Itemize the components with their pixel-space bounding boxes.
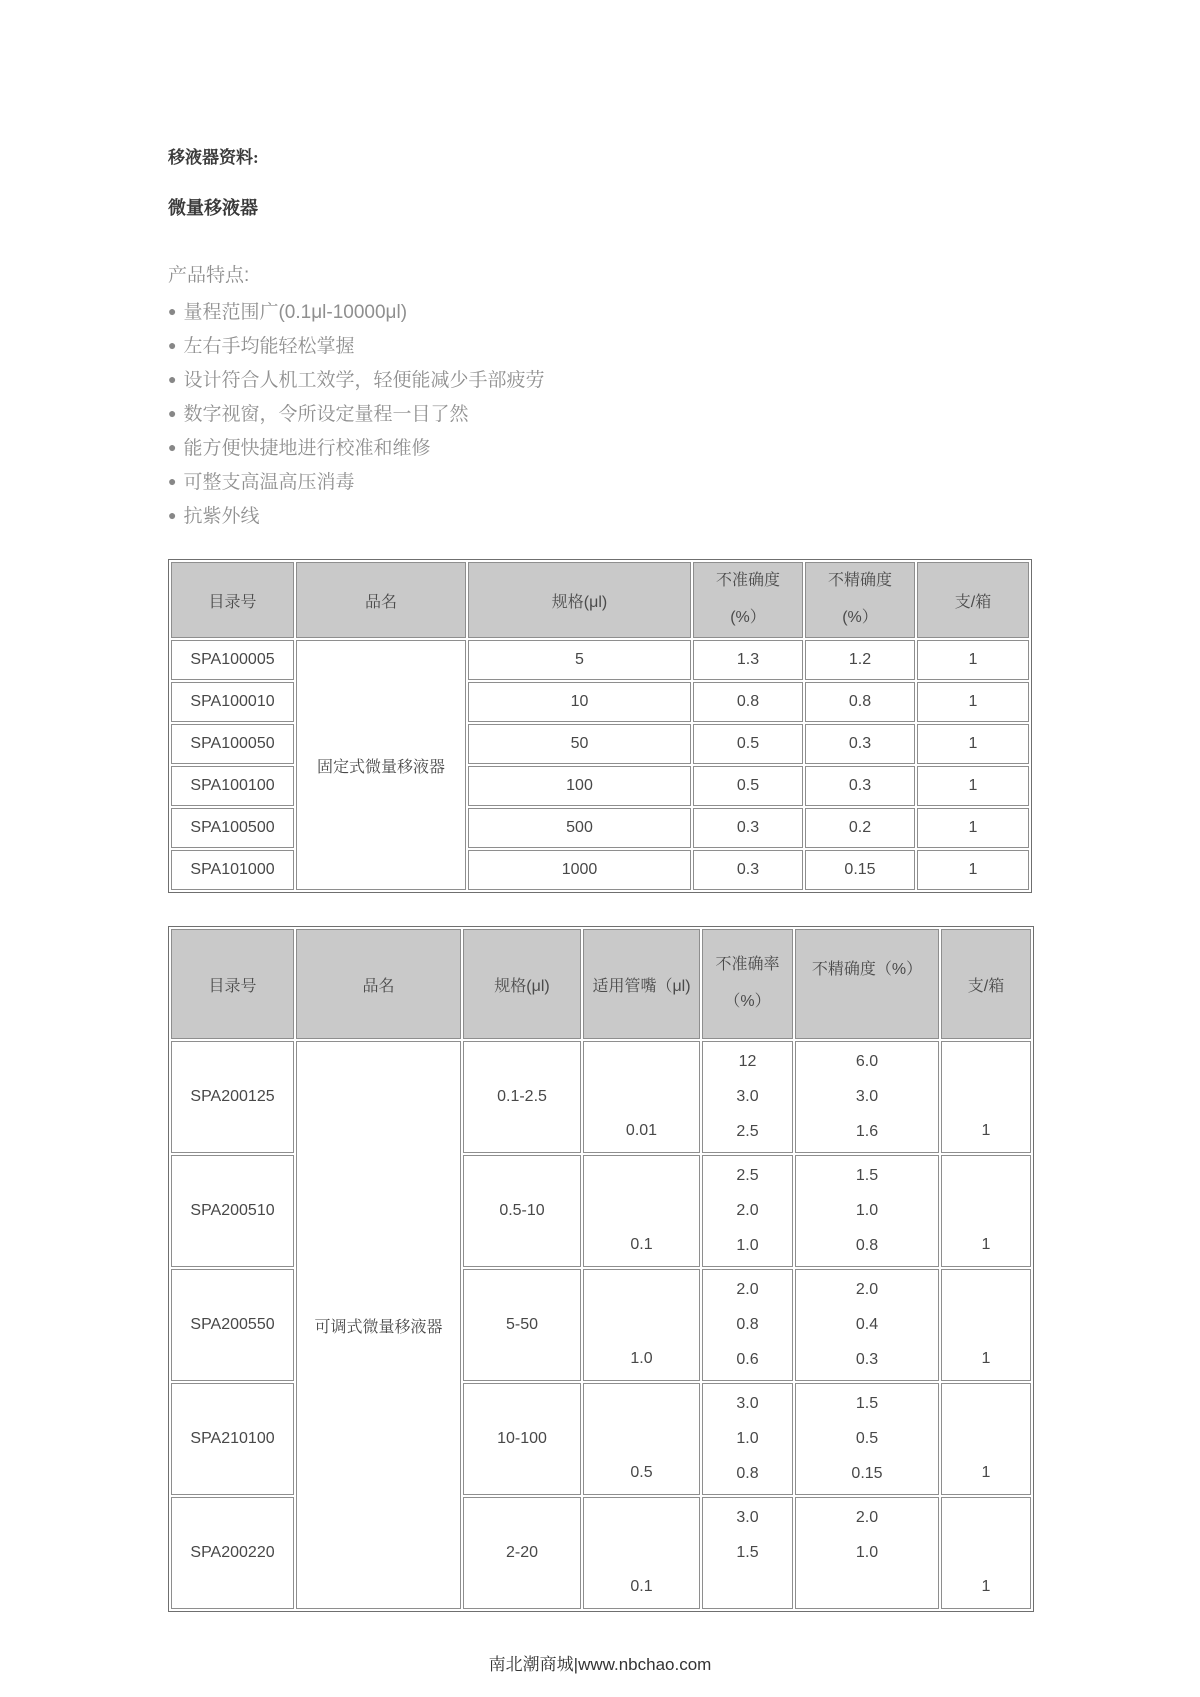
imprecision-value: 1.0 bbox=[855, 1201, 879, 1219]
header-per-box: 支/箱 bbox=[941, 929, 1031, 1039]
catalog-cell: SPA200550 bbox=[171, 1269, 294, 1381]
inaccuracy-value: 12 bbox=[738, 1053, 757, 1071]
feature-text: 左右手均能轻松掌握 bbox=[183, 336, 355, 357]
tip-value: 1.0 bbox=[630, 1350, 653, 1367]
bullet-icon: ● bbox=[168, 371, 177, 387]
per-box-cell bbox=[941, 1383, 1031, 1495]
imprecision-cell bbox=[795, 1041, 939, 1153]
imprecision-value: 1.5 bbox=[855, 1395, 879, 1413]
feature-item bbox=[168, 295, 1200, 329]
catalog-cell: SPA210100 bbox=[171, 1383, 294, 1495]
product-name-cell: 固定式微量移液器 bbox=[296, 640, 466, 890]
feature-item bbox=[168, 499, 1200, 533]
inaccuracy-value: 2.5 bbox=[736, 1122, 759, 1140]
imprecision-value: 0.3 bbox=[855, 1350, 879, 1368]
spec-cell: 1000 bbox=[468, 850, 691, 890]
imprecision-cell bbox=[795, 1269, 939, 1381]
per-box-cell bbox=[941, 1041, 1031, 1153]
imprecision-cell bbox=[795, 1155, 939, 1267]
header-spec: 规格(μl) bbox=[463, 929, 581, 1039]
inaccuracy-value: 3.0 bbox=[736, 1509, 759, 1527]
per-box-value: 1 bbox=[981, 1464, 991, 1481]
imprecision-value: 0.5 bbox=[855, 1429, 879, 1447]
header-tip: 适用管嘴（μl) bbox=[583, 929, 700, 1039]
bullet-icon: ● bbox=[168, 337, 177, 353]
inaccuracy-value: 2.5 bbox=[736, 1167, 759, 1185]
per-box-cell: 1 bbox=[917, 682, 1029, 722]
imprecision-cell: 0.2 bbox=[805, 808, 915, 848]
inaccuracy-cell: 0.5 bbox=[693, 766, 803, 806]
per-box-cell: 1 bbox=[917, 808, 1029, 848]
per-box-cell bbox=[941, 1497, 1031, 1609]
header-name: 品名 bbox=[296, 562, 466, 638]
doc-title: 移液器资料: bbox=[168, 148, 259, 167]
table-header-row bbox=[171, 562, 1029, 638]
per-box-cell: 1 bbox=[917, 766, 1029, 806]
imprecision-value: 0.4 bbox=[855, 1315, 879, 1333]
bullet-icon: ● bbox=[168, 473, 177, 489]
page-footer: 南北潮商城|www.nbchao.com bbox=[488, 1655, 712, 1674]
header-inaccuracy-line1: 不准确率 bbox=[715, 956, 780, 974]
catalog-cell: SPA100010 bbox=[171, 682, 294, 722]
inaccuracy-value: 2.0 bbox=[736, 1201, 759, 1219]
spec-cell: 0.1-2.5 bbox=[463, 1041, 581, 1153]
per-box-value: 1 bbox=[981, 1236, 991, 1253]
tip-cell bbox=[583, 1041, 700, 1153]
catalog-cell: SPA200220 bbox=[171, 1497, 294, 1609]
header-imprecision-line2: (%） bbox=[842, 609, 878, 626]
inaccuracy-cell: 0.5 bbox=[693, 724, 803, 764]
inaccuracy-value: 1.5 bbox=[736, 1543, 759, 1561]
imprecision-value: 2.0 bbox=[855, 1281, 879, 1299]
header-per-box: 支/箱 bbox=[917, 562, 1029, 638]
product-name-cell: 可调式微量移液器 bbox=[296, 1041, 461, 1609]
per-box-cell: 1 bbox=[917, 640, 1029, 680]
inaccuracy-cell bbox=[702, 1497, 793, 1609]
inaccuracy-cell bbox=[702, 1383, 793, 1495]
header-inaccuracy-line2: （%） bbox=[724, 993, 771, 1010]
table-header-row bbox=[171, 929, 1031, 1039]
spec-cell: 10-100 bbox=[463, 1383, 581, 1495]
features-heading: 产品特点: bbox=[168, 265, 250, 286]
inaccuracy-value: 0.8 bbox=[736, 1315, 759, 1333]
bullet-icon: ● bbox=[168, 507, 177, 523]
header-imprecision bbox=[805, 562, 915, 638]
inaccuracy-cell bbox=[702, 1269, 793, 1381]
catalog-cell: SPA100500 bbox=[171, 808, 294, 848]
tip-value: 0.1 bbox=[630, 1578, 653, 1595]
header-inaccuracy-line2: (%） bbox=[730, 609, 766, 626]
inaccuracy-value: 3.0 bbox=[736, 1087, 759, 1105]
feature-item bbox=[168, 329, 1200, 363]
spec-cell: 5-50 bbox=[463, 1269, 581, 1381]
per-box-cell: 1 bbox=[917, 850, 1029, 890]
imprecision-cell: 0.3 bbox=[805, 724, 915, 764]
header-imprecision: 不精确度（%） bbox=[795, 929, 939, 1039]
feature-text: 数字视窗，令所设定量程一目了然 bbox=[183, 404, 469, 425]
feature-text: 量程范围广(0.1μl-10000μl) bbox=[183, 302, 408, 323]
per-box-cell bbox=[941, 1155, 1031, 1267]
imprecision-cell: 1.2 bbox=[805, 640, 915, 680]
fixed-pipette-table bbox=[168, 559, 1032, 893]
spec-cell: 500 bbox=[468, 808, 691, 848]
spec-cell: 10 bbox=[468, 682, 691, 722]
imprecision-value: 0.8 bbox=[855, 1236, 879, 1254]
per-box-cell: 1 bbox=[917, 724, 1029, 764]
feature-text: 设计符合人机工效学，轻便能减少手部疲劳 bbox=[183, 370, 545, 391]
imprecision-value: 1.5 bbox=[855, 1167, 879, 1185]
catalog-cell: SPA100100 bbox=[171, 766, 294, 806]
inaccuracy-cell bbox=[702, 1155, 793, 1267]
imprecision-value: 1.0 bbox=[855, 1543, 879, 1561]
spec-cell: 100 bbox=[468, 766, 691, 806]
adjustable-pipette-table bbox=[168, 926, 1034, 1612]
imprecision-value: 1.6 bbox=[855, 1122, 879, 1140]
catalog-cell: SPA200125 bbox=[171, 1041, 294, 1153]
header-imprecision-line1: 不精确度 bbox=[827, 572, 892, 590]
feature-text: 可整支高温高压消毒 bbox=[183, 472, 355, 493]
feature-text: 能方便快捷地进行校准和维修 bbox=[183, 438, 431, 459]
per-box-cell bbox=[941, 1269, 1031, 1381]
feature-item bbox=[168, 363, 1200, 397]
catalog-cell: SPA101000 bbox=[171, 850, 294, 890]
inaccuracy-cell: 0.8 bbox=[693, 682, 803, 722]
inaccuracy-cell bbox=[702, 1041, 793, 1153]
tip-cell bbox=[583, 1269, 700, 1381]
bullet-icon: ● bbox=[168, 439, 177, 455]
header-catalog: 目录号 bbox=[171, 929, 294, 1039]
bullet-icon: ● bbox=[168, 303, 177, 319]
feature-item bbox=[168, 431, 1200, 465]
per-box-value: 1 bbox=[981, 1350, 991, 1367]
tip-value: 0.01 bbox=[625, 1122, 658, 1139]
header-inaccuracy bbox=[693, 562, 803, 638]
header-inaccuracy-line1: 不准确度 bbox=[715, 572, 780, 590]
inaccuracy-value: 1.0 bbox=[736, 1236, 759, 1254]
imprecision-cell: 0.3 bbox=[805, 766, 915, 806]
inaccuracy-cell: 0.3 bbox=[693, 808, 803, 848]
table-row bbox=[171, 1041, 1031, 1153]
inaccuracy-value: 0.6 bbox=[736, 1350, 759, 1368]
feature-item bbox=[168, 465, 1200, 499]
tip-value: 0.1 bbox=[630, 1236, 653, 1253]
spec-cell: 2-20 bbox=[463, 1497, 581, 1609]
feature-item bbox=[168, 397, 1200, 431]
per-box-value: 1 bbox=[981, 1578, 991, 1595]
feature-text: 抗紫外线 bbox=[183, 506, 260, 527]
imprecision-cell: 0.8 bbox=[805, 682, 915, 722]
inaccuracy-cell: 0.3 bbox=[693, 850, 803, 890]
tip-cell bbox=[583, 1497, 700, 1609]
features-list bbox=[168, 295, 1200, 533]
header-name: 品名 bbox=[296, 929, 461, 1039]
header-inaccuracy bbox=[702, 929, 793, 1039]
spec-cell: 0.5-10 bbox=[463, 1155, 581, 1267]
bullet-icon: ● bbox=[168, 405, 177, 421]
catalog-cell: SPA100050 bbox=[171, 724, 294, 764]
inaccuracy-value: 3.0 bbox=[736, 1395, 759, 1413]
catalog-cell: SPA100005 bbox=[171, 640, 294, 680]
section-heading: 微量移液器 bbox=[168, 198, 258, 218]
tip-value: 0.5 bbox=[630, 1464, 653, 1481]
inaccuracy-value: 0.8 bbox=[736, 1464, 759, 1482]
spec-cell: 50 bbox=[468, 724, 691, 764]
header-catalog: 目录号 bbox=[171, 562, 294, 638]
catalog-cell: SPA200510 bbox=[171, 1155, 294, 1267]
tip-cell bbox=[583, 1155, 700, 1267]
inaccuracy-value: 1.0 bbox=[736, 1429, 759, 1447]
table-row bbox=[171, 640, 1029, 680]
imprecision-value: 2.0 bbox=[855, 1509, 879, 1527]
imprecision-value: 6.0 bbox=[855, 1053, 879, 1071]
inaccuracy-cell: 1.3 bbox=[693, 640, 803, 680]
imprecision-cell: 0.15 bbox=[805, 850, 915, 890]
header-spec: 规格(μl) bbox=[468, 562, 691, 638]
inaccuracy-value: 2.0 bbox=[736, 1281, 759, 1299]
tip-cell bbox=[583, 1383, 700, 1495]
per-box-value: 1 bbox=[981, 1122, 991, 1139]
imprecision-value: 0.15 bbox=[851, 1464, 883, 1482]
features-section bbox=[168, 260, 1200, 533]
imprecision-value: 3.0 bbox=[855, 1087, 879, 1105]
imprecision-cell bbox=[795, 1497, 939, 1609]
imprecision-cell bbox=[795, 1383, 939, 1495]
spec-cell: 5 bbox=[468, 640, 691, 680]
